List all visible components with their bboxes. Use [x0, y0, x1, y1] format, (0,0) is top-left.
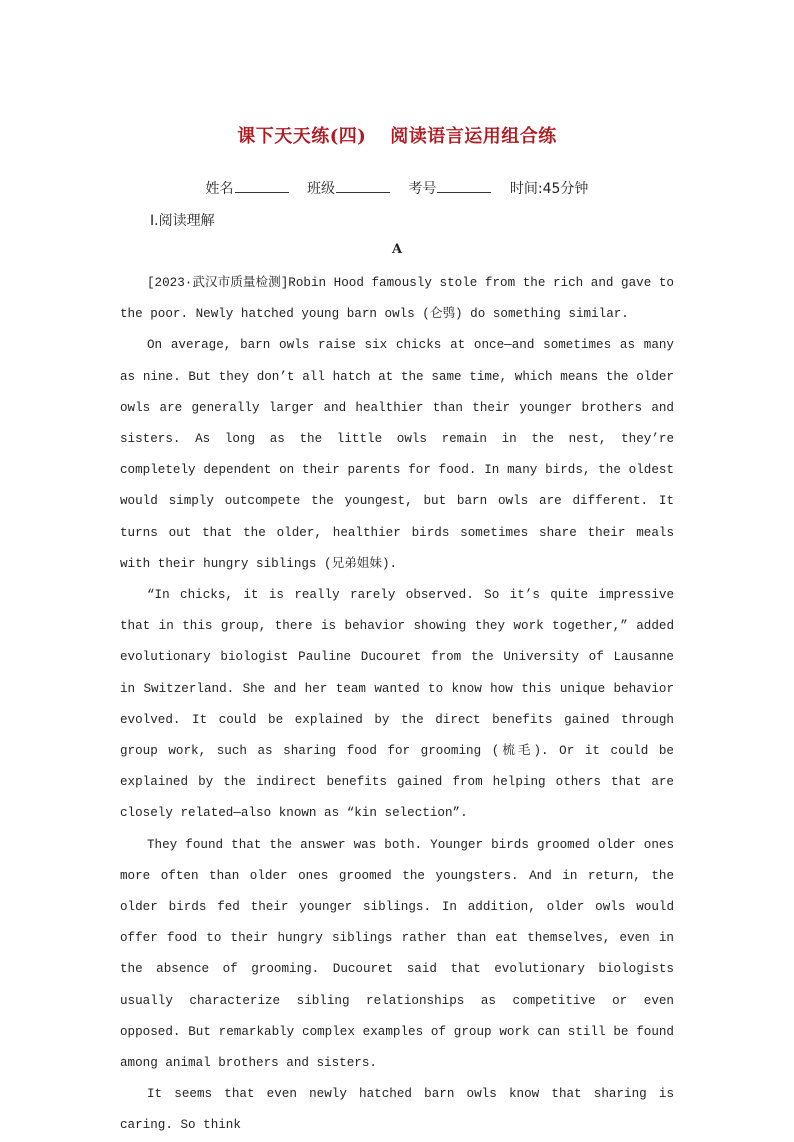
passage-body [120, 268, 674, 1142]
paragraph-2: On average, barn owls raise six chicks at once—and sometimes as many as nine. But they don’t all hatch at the same time, which means the older owls are generally larger and healthier than their younger brothers and sisters. As long as the little owls remain in the nest, they’re completely dependent on their parents for food. In many birds, the oldest would simply outcompete the youngest, but barn owls are different. It turns out that the older, healthier birds sometimes share their meals with their hungry siblings (兄弟姐妹). [120, 338, 674, 571]
title-right: 阅读语言运用组合练 [390, 126, 557, 147]
section-heading: Ⅰ.阅读理解 [150, 213, 215, 229]
number-label: 考号 [408, 181, 437, 197]
paragraph-4: They found that the answer was both. Younger birds groomed older ones more often than older ones groomed the youngsters. And in return, the older birds fed their younger siblings. In addition, older owls would offer food to their hungry siblings rather than eat themselves, even in the absence of grooming. Ducouret said that evolutionary biologists usually characterize sibling relationships as competitive or even opposed. But remarkably complex examples of group work can still be found among animal brothers and sisters. [120, 837, 674, 1071]
time-label: 时间:45分钟 [509, 181, 589, 197]
student-info-line [0, 178, 794, 198]
part-heading: A [391, 242, 403, 257]
class-blank[interactable] [336, 180, 390, 193]
paragraph-3: “In chicks, it is really rarely observed. So it’s quite impressive that in this group, there is behavior showing they work together,” added evolutionary biologist Pauline Ducouret from the University of Lausanne in Switzerland. She and her team wanted to know how this unique behavior evolved. It could be explained by the direct benefits gained through group work, such as sharing food for grooming (梳毛). Or it could be explained by the indirect benefits gained from helping others that are closely related—also known as “kin selection”. [120, 588, 674, 821]
page-title [0, 122, 794, 148]
class-label: 班级 [307, 181, 335, 197]
paragraph-1: [2023·武汉市质量检测]Robin Hood famously stole from the rich and gave to the poor. Newly hatched young barn owls (仑鸮) do something similar. [120, 276, 674, 322]
paragraph-5: It seems that even newly hatched barn owls know that sharing is caring. So think [120, 1087, 674, 1133]
title-left: 课下天天练(四) [237, 126, 367, 147]
name-blank[interactable] [235, 180, 289, 193]
number-blank[interactable] [437, 180, 491, 193]
name-label: 姓名 [205, 181, 234, 197]
